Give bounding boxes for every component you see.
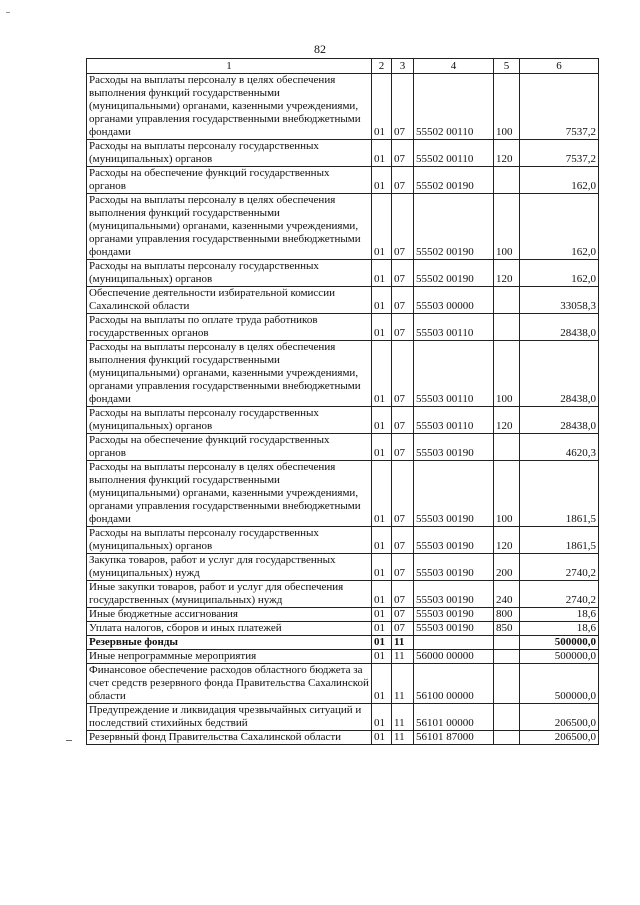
header-cell-1: 1	[87, 59, 372, 74]
table-row	[87, 434, 599, 461]
target-article-cell: 55503 00110	[414, 341, 494, 407]
subsection-code-cell: 07	[392, 622, 414, 636]
amount-cell: 7537,2	[520, 74, 599, 140]
subsection-code-cell: 07	[392, 608, 414, 622]
amount-cell: 18,6	[520, 608, 599, 622]
table-row	[87, 704, 599, 731]
target-article-cell: 56100 00000	[414, 664, 494, 704]
expense-type-cell: 200	[494, 554, 520, 581]
expense-type-cell: 100	[494, 341, 520, 407]
subsection-code-cell: 07	[392, 287, 414, 314]
target-article-cell: 55503 00190	[414, 554, 494, 581]
target-article-cell: 55503 00000	[414, 287, 494, 314]
amount-cell: 206500,0	[520, 731, 599, 745]
target-article-cell: 56000 00000	[414, 650, 494, 664]
target-article-cell: 55502 00190	[414, 194, 494, 260]
row-name-cell: Иные бюджетные ассигнования	[87, 608, 372, 622]
header-cell-2: 2	[372, 59, 392, 74]
subsection-code-cell: 11	[392, 731, 414, 745]
target-article-cell	[414, 636, 494, 650]
section-code-cell: 01	[372, 554, 392, 581]
budget-table	[86, 58, 599, 745]
expense-type-cell: 100	[494, 74, 520, 140]
page-number: 82	[314, 42, 326, 56]
table-row	[87, 167, 599, 194]
target-article-cell: 55503 00190	[414, 622, 494, 636]
section-code-cell: 01	[372, 74, 392, 140]
scan-mark	[6, 12, 10, 13]
amount-cell: 2740,2	[520, 581, 599, 608]
amount-cell: 28438,0	[520, 407, 599, 434]
section-code-cell: 01	[372, 407, 392, 434]
table-row	[87, 314, 599, 341]
expense-type-cell	[494, 434, 520, 461]
row-name-cell: Расходы на выплаты персоналу в целях обеспечения выполнения функций государственными (муниципальными) органами, казенными учреждениями, органами управления государственными внебюджетными фондами	[87, 74, 372, 140]
expense-type-cell	[494, 650, 520, 664]
section-code-cell: 01	[372, 314, 392, 341]
target-article-cell: 55503 00190	[414, 434, 494, 461]
subsection-code-cell: 11	[392, 664, 414, 704]
subsection-code-cell: 07	[392, 260, 414, 287]
table-row	[87, 664, 599, 704]
subsection-code-cell: 07	[392, 554, 414, 581]
table-row	[87, 140, 599, 167]
row-name-cell: Расходы на выплаты персоналу государственных (муниципальных) органов	[87, 140, 372, 167]
expense-type-cell: 800	[494, 608, 520, 622]
subsection-code-cell: 07	[392, 314, 414, 341]
row-name-cell: Расходы на выплаты персоналу в целях обеспечения выполнения функций государственными (муниципальными) органами, казенными учреждениями, органами управления государственными внебюджетными фондами	[87, 194, 372, 260]
table-row	[87, 731, 599, 745]
expense-type-cell: 120	[494, 407, 520, 434]
expense-type-cell	[494, 636, 520, 650]
row-name-cell: Уплата налогов, сборов и иных платежей	[87, 622, 372, 636]
amount-cell: 1861,5	[520, 527, 599, 554]
expense-type-cell	[494, 314, 520, 341]
row-name-cell: Резервные фонды	[87, 636, 372, 650]
section-code-cell: 01	[372, 434, 392, 461]
subsection-code-cell: 07	[392, 527, 414, 554]
row-name-cell: Иные закупки товаров, работ и услуг для обеспечения государственных (муниципальных) нужд	[87, 581, 372, 608]
header-cell-5: 5	[494, 59, 520, 74]
target-article-cell: 56101 87000	[414, 731, 494, 745]
row-name-cell: Резервный фонд Правительства Сахалинской области	[87, 731, 372, 745]
header-cell-4: 4	[414, 59, 494, 74]
section-code-cell: 01	[372, 622, 392, 636]
expense-type-cell: 850	[494, 622, 520, 636]
subsection-code-cell: 07	[392, 194, 414, 260]
section-code-cell: 01	[372, 704, 392, 731]
target-article-cell: 55502 00190	[414, 167, 494, 194]
table-row	[87, 554, 599, 581]
target-article-cell: 56101 00000	[414, 704, 494, 731]
amount-cell: 4620,3	[520, 434, 599, 461]
expense-type-cell: 100	[494, 461, 520, 527]
header-row	[87, 59, 599, 74]
subsection-code-cell: 07	[392, 74, 414, 140]
table-row	[87, 636, 599, 650]
amount-cell: 1861,5	[520, 461, 599, 527]
section-code-cell: 01	[372, 287, 392, 314]
table-row	[87, 407, 599, 434]
header-cell-3: 3	[392, 59, 414, 74]
amount-cell: 18,6	[520, 622, 599, 636]
subsection-code-cell: 07	[392, 140, 414, 167]
table-row	[87, 194, 599, 260]
expense-type-cell	[494, 287, 520, 314]
header-cell-6: 6	[520, 59, 599, 74]
section-code-cell: 01	[372, 636, 392, 650]
amount-cell: 28438,0	[520, 341, 599, 407]
row-name-cell: Расходы на выплаты персоналу государственных (муниципальных) органов	[87, 407, 372, 434]
subsection-code-cell: 11	[392, 704, 414, 731]
row-name-cell: Расходы на выплаты персоналу в целях обеспечения выполнения функций государственными (муниципальными) органами, казенными учреждениями, органами управления государственными внебюджетными фондами	[87, 341, 372, 407]
row-name-cell: Финансовое обеспечение расходов областного бюджета за счет средств резервного фонда Правительства Сахалинской области	[87, 664, 372, 704]
row-name-cell: Расходы на обеспечение функций государственных органов	[87, 167, 372, 194]
subsection-code-cell: 07	[392, 461, 414, 527]
margin-tick	[66, 740, 72, 741]
row-name-cell: Иные непрограммные мероприятия	[87, 650, 372, 664]
table-body	[87, 74, 599, 745]
section-code-cell: 01	[372, 527, 392, 554]
amount-cell: 206500,0	[520, 704, 599, 731]
amount-cell: 500000,0	[520, 664, 599, 704]
table-row	[87, 527, 599, 554]
section-code-cell: 01	[372, 341, 392, 407]
section-code-cell: 01	[372, 260, 392, 287]
target-article-cell: 55503 00190	[414, 581, 494, 608]
target-article-cell: 55503 00190	[414, 608, 494, 622]
row-name-cell: Расходы на выплаты персоналу в целях обеспечения выполнения функций государственными (муниципальными) органами, казенными учреждениями, органами управления государственными внебюджетными фондами	[87, 461, 372, 527]
row-name-cell: Расходы на обеспечение функций государственных органов	[87, 434, 372, 461]
amount-cell: 33058,3	[520, 287, 599, 314]
target-article-cell: 55503 00110	[414, 407, 494, 434]
amount-cell: 28438,0	[520, 314, 599, 341]
section-code-cell: 01	[372, 140, 392, 167]
row-name-cell: Закупка товаров, работ и услуг для государственных (муниципальных) нужд	[87, 554, 372, 581]
table-row	[87, 341, 599, 407]
subsection-code-cell: 07	[392, 341, 414, 407]
table-row	[87, 581, 599, 608]
table-row	[87, 608, 599, 622]
expense-type-cell: 120	[494, 140, 520, 167]
table-row	[87, 260, 599, 287]
row-name-cell: Расходы на выплаты персоналу государственных (муниципальных) органов	[87, 260, 372, 287]
subsection-code-cell: 11	[392, 650, 414, 664]
expense-type-cell	[494, 731, 520, 745]
section-code-cell: 01	[372, 731, 392, 745]
target-article-cell: 55502 00110	[414, 140, 494, 167]
section-code-cell: 01	[372, 167, 392, 194]
target-article-cell: 55502 00190	[414, 260, 494, 287]
amount-cell: 162,0	[520, 260, 599, 287]
table-row	[87, 287, 599, 314]
amount-cell: 2740,2	[520, 554, 599, 581]
amount-cell: 500000,0	[520, 636, 599, 650]
target-article-cell: 55503 00190	[414, 527, 494, 554]
expense-type-cell	[494, 167, 520, 194]
table-row	[87, 650, 599, 664]
section-code-cell: 01	[372, 608, 392, 622]
section-code-cell: 01	[372, 461, 392, 527]
section-code-cell: 01	[372, 650, 392, 664]
expense-type-cell: 100	[494, 194, 520, 260]
section-code-cell: 01	[372, 664, 392, 704]
table-row	[87, 622, 599, 636]
section-code-cell: 01	[372, 581, 392, 608]
subsection-code-cell: 07	[392, 434, 414, 461]
amount-cell: 500000,0	[520, 650, 599, 664]
row-name-cell: Расходы на выплаты по оплате труда работников государственных органов	[87, 314, 372, 341]
subsection-code-cell: 11	[392, 636, 414, 650]
expense-type-cell	[494, 664, 520, 704]
table-row	[87, 461, 599, 527]
row-name-cell: Расходы на выплаты персоналу государственных (муниципальных) органов	[87, 527, 372, 554]
expense-type-cell	[494, 704, 520, 731]
expense-type-cell: 120	[494, 260, 520, 287]
target-article-cell: 55502 00110	[414, 74, 494, 140]
target-article-cell: 55503 00110	[414, 314, 494, 341]
subsection-code-cell: 07	[392, 407, 414, 434]
subsection-code-cell: 07	[392, 581, 414, 608]
row-name-cell: Предупреждение и ликвидация чрезвычайных ситуаций и последствий стихийных бедствий	[87, 704, 372, 731]
expense-type-cell: 120	[494, 527, 520, 554]
amount-cell: 7537,2	[520, 140, 599, 167]
row-name-cell: Обеспечение деятельности избирательной комиссии Сахалинской области	[87, 287, 372, 314]
amount-cell: 162,0	[520, 167, 599, 194]
expense-type-cell: 240	[494, 581, 520, 608]
target-article-cell: 55503 00190	[414, 461, 494, 527]
section-code-cell: 01	[372, 194, 392, 260]
table-row	[87, 74, 599, 140]
amount-cell: 162,0	[520, 194, 599, 260]
subsection-code-cell: 07	[392, 167, 414, 194]
